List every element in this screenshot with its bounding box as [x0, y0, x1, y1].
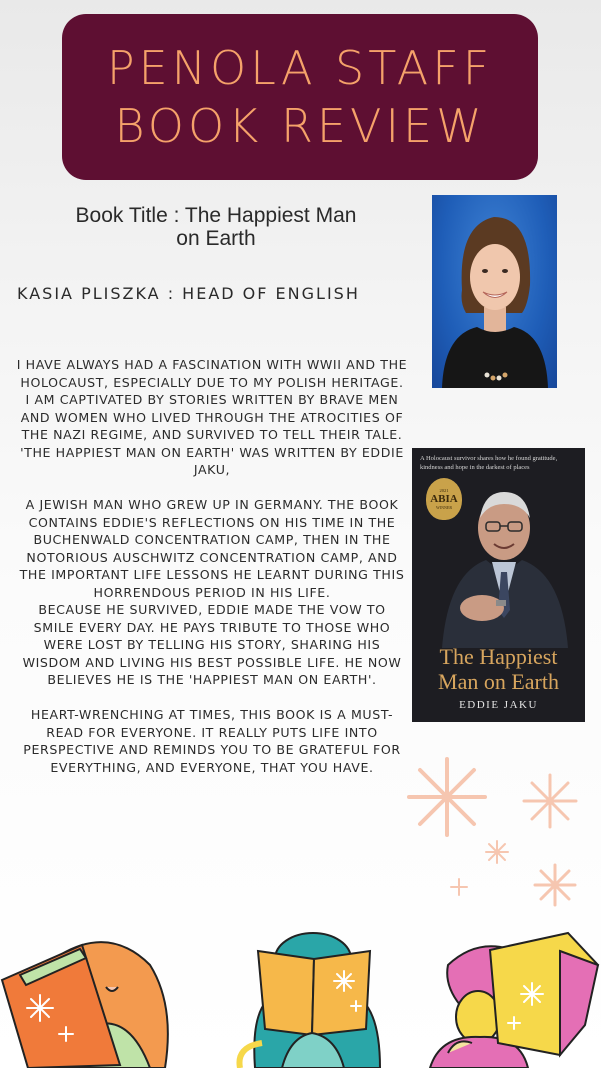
reader-left-illustration: [2, 942, 168, 1068]
review-paragraph-1: I HAVE ALWAYS HAD A FASCINATION WITH WWII AND THE HOLOCAUST, ESPECIALLY DUE TO MY POLISH HERITAGE. I AM CAPTIVATED BY STORIES WRITTEN BY BRAVE MEN AND WOMEN WHO LIVED THROUGH THE ATROCITIES OF THE NAZI REGIME, AND SURVIVED TO TELL THEIR TALE. 'THE HAPPIEST MAN ON EARTH' WAS WRITTEN BY EDDIE JAKU,: [16, 357, 408, 477]
reader-right-illustration: [430, 933, 598, 1068]
cover-tagline: A Holocaust survivor shares how he found gratitude, kindness and hope in the darkest of places: [420, 455, 558, 471]
reviewer-name: KASIA PLISZKA : HEAD OF ENGLISH: [17, 284, 360, 303]
cover-author: EDDIE JAKU: [459, 699, 538, 711]
review-paragraph-3: BECAUSE HE SURVIVED, EDDIE MADE THE VOW TO SMILE EVERY DAY. HE PAYS TRIBUTE TO THOSE WHO WERE LOST BY TELLING HIS STORY, SHARING HIS WISDOM AND LIVING HIS BEST POSSIBLE LIFE. HE NOW BELIEVES HE IS THE 'HAPPIEST MAN ON EARTH'.: [22, 602, 402, 687]
sparkle-icon: [524, 775, 576, 827]
review-paragraph-2: A JEWISH MAN WHO GREW UP IN GERMANY. THE BOOK CONTAINS EDDIE'S REFLECTIONS ON HIS TIME IN THE BUCHENWALD CONCENTRATION CAMP, THEN IN THE NOTORIOUS AUSCHWITZ CONCENTRATION CAMP, AND THE IMPORTANT LIFE LESSONS HE LEARNT DURING THIS HORRENDOUS PERIOD IN HIS LIFE.: [19, 497, 405, 600]
cover-title-line2: Man on Earth: [438, 669, 559, 694]
book-cover-image: [412, 448, 585, 722]
banner-title-line1: PENOLA STAFF: [106, 41, 494, 95]
banner-title-line2: BOOK REVIEW: [114, 99, 486, 153]
sparkle-icon: [409, 759, 485, 835]
book-title-line1: Book Title : The Happiest Man: [75, 204, 357, 227]
sparkle-icon: [486, 841, 508, 863]
cover-title-line1: The Happiest: [439, 644, 558, 669]
award-label: WINNER: [436, 505, 452, 510]
cover-title: [412, 644, 585, 694]
book-title: [40, 204, 392, 250]
sparkle-decoration: [405, 745, 595, 915]
book-title-line2: on Earth: [176, 227, 256, 250]
award-name: ABIA: [430, 493, 458, 505]
sparkle-icon: [451, 879, 467, 895]
portrait-photo: [432, 195, 557, 388]
award-year: 2021: [439, 488, 449, 493]
review-body: [16, 356, 408, 776]
reader-center-illustration: [239, 933, 380, 1068]
header-banner: [62, 14, 538, 180]
reader-illustration: [0, 925, 601, 1068]
cover-portrait-illustration: [412, 448, 585, 648]
review-paragraph-4: HEART-WRENCHING AT TIMES, THIS BOOK IS A MUST-READ FOR EVERYONE. IT REALLY PUTS LIFE INTO PERSPECTIVE AND REMINDS YOU TO BE GRATEFUL FOR EVERYTHING, AND EVERYONE, THAT YOU HAVE.: [23, 707, 401, 775]
sparkle-icon: [535, 865, 575, 905]
